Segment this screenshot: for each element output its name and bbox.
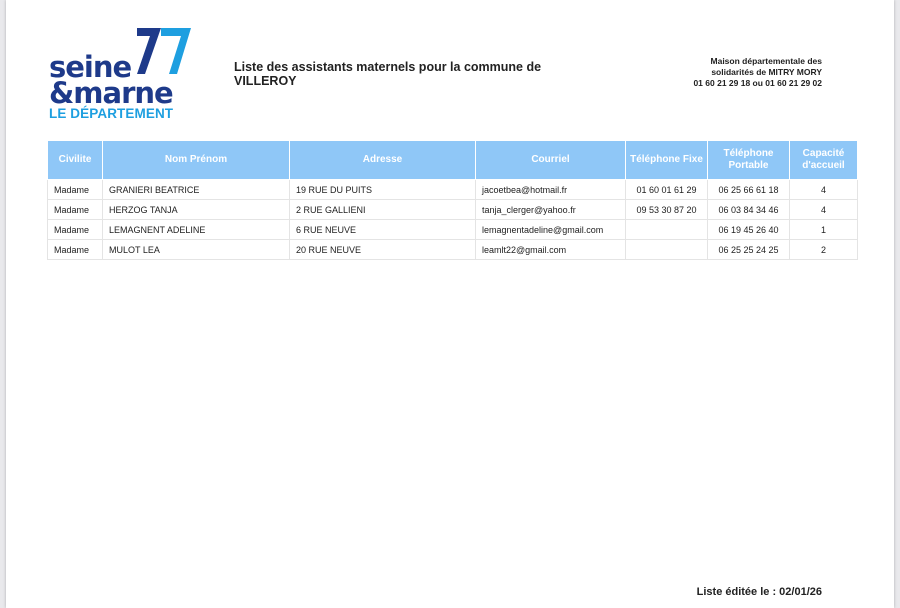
cell-nom-prenom: HERZOG TANJA <box>103 200 290 220</box>
cell-capacite: 4 <box>790 200 858 220</box>
maison-phones: 01 60 21 29 18 ou 01 60 21 29 02 <box>693 78 822 88</box>
cell-civilite: Madame <box>48 220 103 240</box>
maison-line-2: solidarités de MITRY MORY <box>711 67 822 77</box>
assistants-table <box>47 140 858 260</box>
title-line-1: Liste des assistants maternels pour la commune de <box>234 60 542 74</box>
cell-civilite: Madame <box>48 180 103 200</box>
logo-77-mark <box>131 24 193 80</box>
cell-civilite: Madame <box>48 200 103 220</box>
seine-et-marne-logo <box>49 22 199 122</box>
table-row <box>48 220 858 240</box>
cell-adresse: 6 RUE NEUVE <box>290 220 476 240</box>
cell-nom-prenom: GRANIERI BEATRICE <box>103 180 290 200</box>
edition-date-footer: Liste éditée le : 02/01/26 <box>696 586 822 598</box>
cell-civilite: Madame <box>48 240 103 260</box>
cell-nom-prenom: MULOT LEA <box>103 240 290 260</box>
cell-telephone-fixe: 01 60 01 61 29 <box>626 180 708 200</box>
cell-telephone-portable: 06 25 66 61 18 <box>708 180 790 200</box>
column-header-capacite: Capacité d'accueil <box>790 141 858 180</box>
column-header-courriel: Courriel <box>476 141 626 180</box>
cell-nom-prenom: LEMAGNENT ADELINE <box>103 220 290 240</box>
cell-telephone-portable: 06 25 25 24 25 <box>708 240 790 260</box>
cell-telephone-fixe <box>626 240 708 260</box>
cell-telephone-fixe <box>626 220 708 240</box>
cell-adresse: 20 RUE NEUVE <box>290 240 476 260</box>
column-header-adresse: Adresse <box>290 141 476 180</box>
column-header-civilite: Civilite <box>48 141 103 180</box>
cell-telephone-portable: 06 19 45 26 40 <box>708 220 790 240</box>
cell-courriel: tanja_clerger@yahoo.fr <box>476 200 626 220</box>
cell-telephone-fixe: 09 53 30 87 20 <box>626 200 708 220</box>
logo-text-departement: LE DÉPARTEMENT <box>49 106 174 121</box>
cell-telephone-portable: 06 03 84 34 46 <box>708 200 790 220</box>
document-page <box>6 0 894 608</box>
table-row <box>48 200 858 220</box>
cell-capacite: 2 <box>790 240 858 260</box>
table-header-row <box>48 141 858 180</box>
logo-text-seine: seine <box>49 50 132 84</box>
cell-courriel: jacoetbea@hotmail.fr <box>476 180 626 200</box>
document-title <box>234 60 564 88</box>
column-header-telephone-fixe: Téléphone Fixe <box>626 141 708 180</box>
cell-adresse: 19 RUE DU PUITS <box>290 180 476 200</box>
table-row <box>48 240 858 260</box>
maison-departementale-info <box>656 56 822 89</box>
cell-capacite: 1 <box>790 220 858 240</box>
cell-capacite: 4 <box>790 180 858 200</box>
column-header-nom-prenom: Nom Prénom <box>103 141 290 180</box>
cell-courriel: leamlt22@gmail.com <box>476 240 626 260</box>
cell-adresse: 2 RUE GALLIENI <box>290 200 476 220</box>
cell-courriel: lemagnentadeline@gmail.com <box>476 220 626 240</box>
logo-text-marne: &marne <box>49 76 173 110</box>
title-line-2: VILLEROY <box>234 74 297 88</box>
table-row <box>48 180 858 200</box>
maison-line-1: Maison départementale des <box>710 56 822 66</box>
column-header-telephone-portable: Téléphone Portable <box>708 141 790 180</box>
